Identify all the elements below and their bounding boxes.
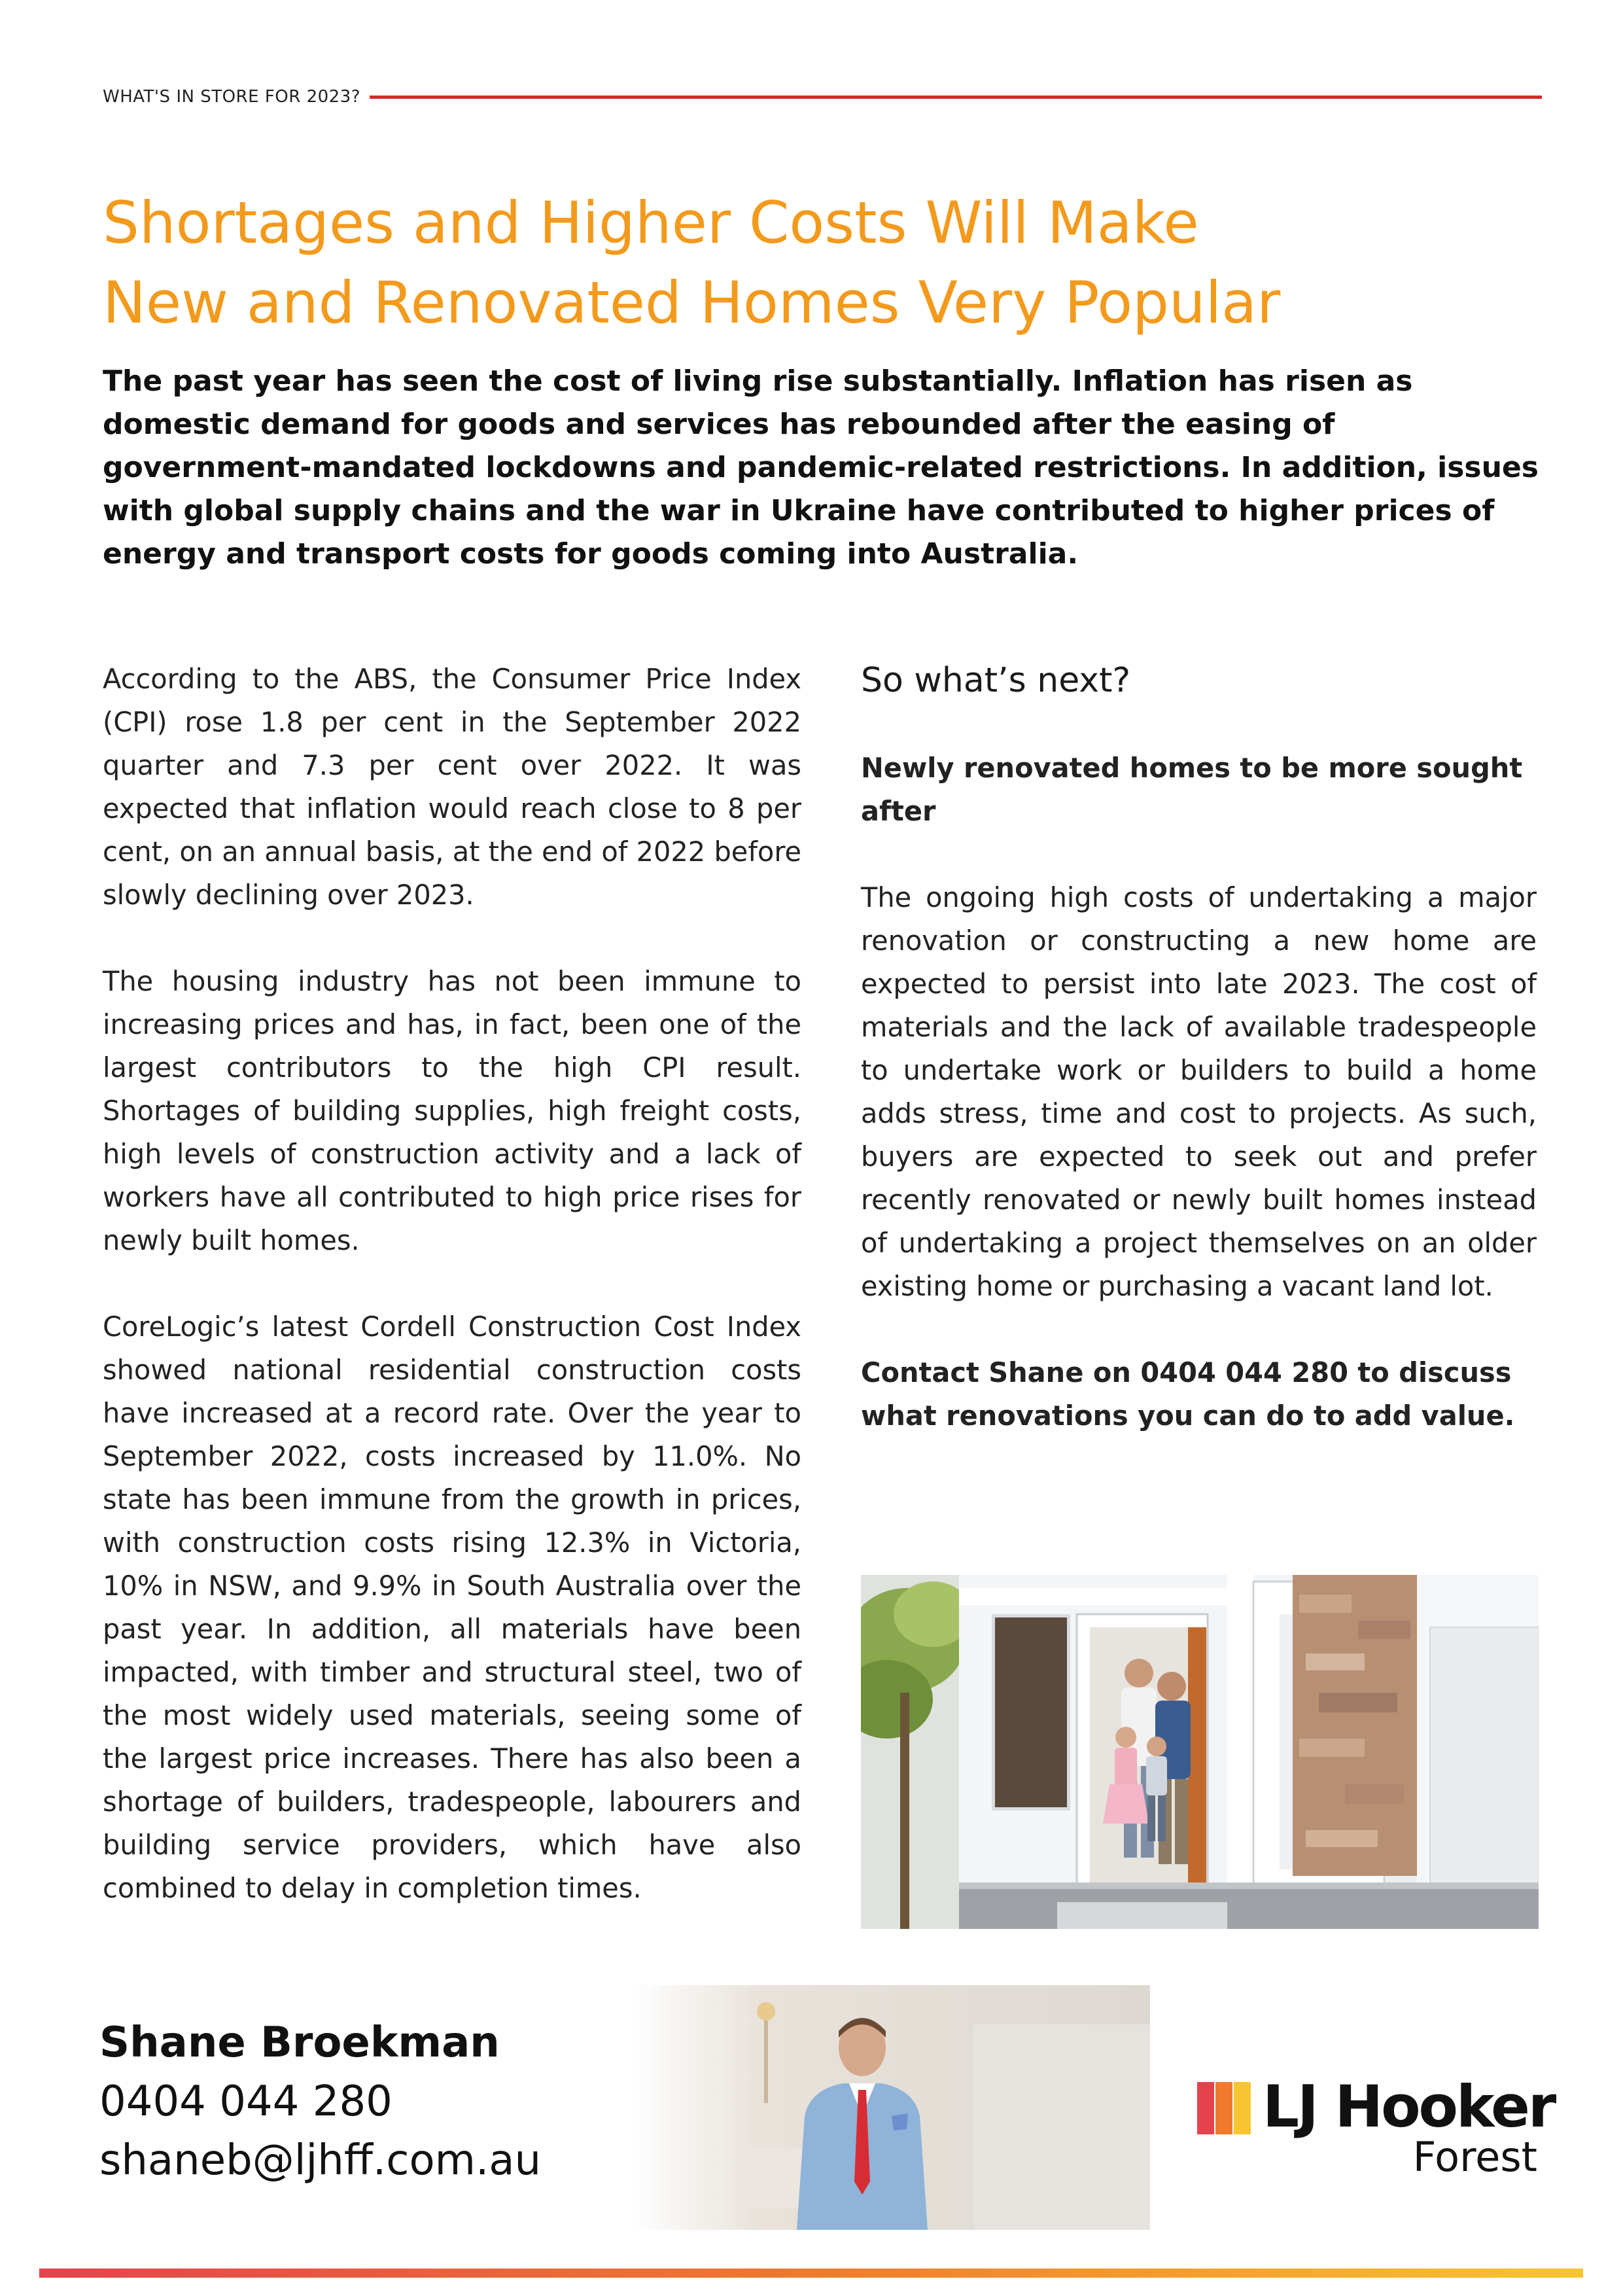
brand-mark-icon	[1197, 2082, 1256, 2134]
agent-phone[interactable]: 0404 044 280	[99, 2077, 393, 2126]
brand-office: Forest	[1412, 2133, 1537, 2181]
body-paragraph: The ongoing high costs of undertaking a major renovation or constructing a new home are expected to persist into late 2023. The cost of materials and the lack of available tradespeople to undertake work or builders to build a home adds stress, time and cost to projects. As such, buyers are expected to seek out and prefer recently renovated or newly built homes instead of undertaking a project themselves on an older existing home or purchasing a vacant land lot.	[861, 881, 1537, 1302]
body-paragraph: CoreLogic’s latest Cordell Construction Cost Index showed national residential construction costs have increased at a record rate. Over the year to September 2022, costs increased by 11.0%. No state has been immune from the growth in prices, with construction costs rising 12.3% in Victoria, 10% in NSW, and 9.9% in South Australia over the past year. In addition, all materials have been impacted, with timber and structural steel, two of the most widely used materials, seeing some of the largest price increases. There has also been a shortage of builders, tradespeople, labourers and building service providers, which have also combined to delay in completion times.	[103, 1311, 801, 1904]
title-line-1: Shortages and Higher Costs Will Make	[103, 189, 1199, 256]
agent-portrait-illustration	[633, 1985, 1150, 2230]
body-paragraph: According to the ABS, the Consumer Price Index (CPI) rose 1.8 per cent in the September 2022 quarter and 7.3 per cent over 2022. It was expected that inflation would reach close to 8 per cent, on an annual basis, at the end of 2022 before slowly declining over 2023.	[103, 663, 801, 911]
article-title	[103, 183, 1542, 343]
left-column	[103, 658, 801, 1953]
agent-email[interactable]: shaneb@ljhff.com.au	[99, 2136, 542, 2185]
subheading: Newly renovated homes to be more sought after	[861, 752, 1523, 827]
title-line-2: New and Renovated Homes Very Popular	[103, 269, 1281, 336]
section-header	[103, 84, 1542, 110]
agent-name: Shane Broekman	[99, 2019, 500, 2067]
family-house-photo	[861, 1575, 1539, 1929]
right-column	[861, 658, 1537, 1438]
footer-gradient-bar	[39, 2269, 1583, 2278]
brand-name: LJ Hooker	[1263, 2073, 1555, 2140]
contact-call-to-action: Contact Shane on 0404 044 280 to discuss what renovations you can do to add value.	[861, 1356, 1515, 1432]
section-heading: So what’s next?	[861, 661, 1131, 700]
family-house-illustration	[861, 1575, 1539, 1929]
header-divider	[370, 96, 1542, 99]
section-eyebrow: WHAT'S IN STORE FOR 2023?	[103, 87, 361, 107]
body-paragraph: The housing industry has not been immune to increasing prices and has, in fact, been one of the largest contributors to the high CPI result. Shortages of building supplies, high freight costs, high levels of construction activity and a lack of workers have all contributed to high price rises for newly built homes.	[103, 965, 801, 1256]
article-intro: The past year has seen the cost of living rise substantially. Inflation has risen as domestic demand for goods and services has rebounded after the easing of government-mandated lockdowns and pandemic-related restrictions. In addition, issues with global supply chains and the war in Ukraine have contributed to higher prices of energy and transport costs for goods coming into Australia.	[103, 364, 1539, 571]
agent-portrait	[633, 1985, 1150, 2230]
brand-logo	[1197, 2073, 1555, 2181]
